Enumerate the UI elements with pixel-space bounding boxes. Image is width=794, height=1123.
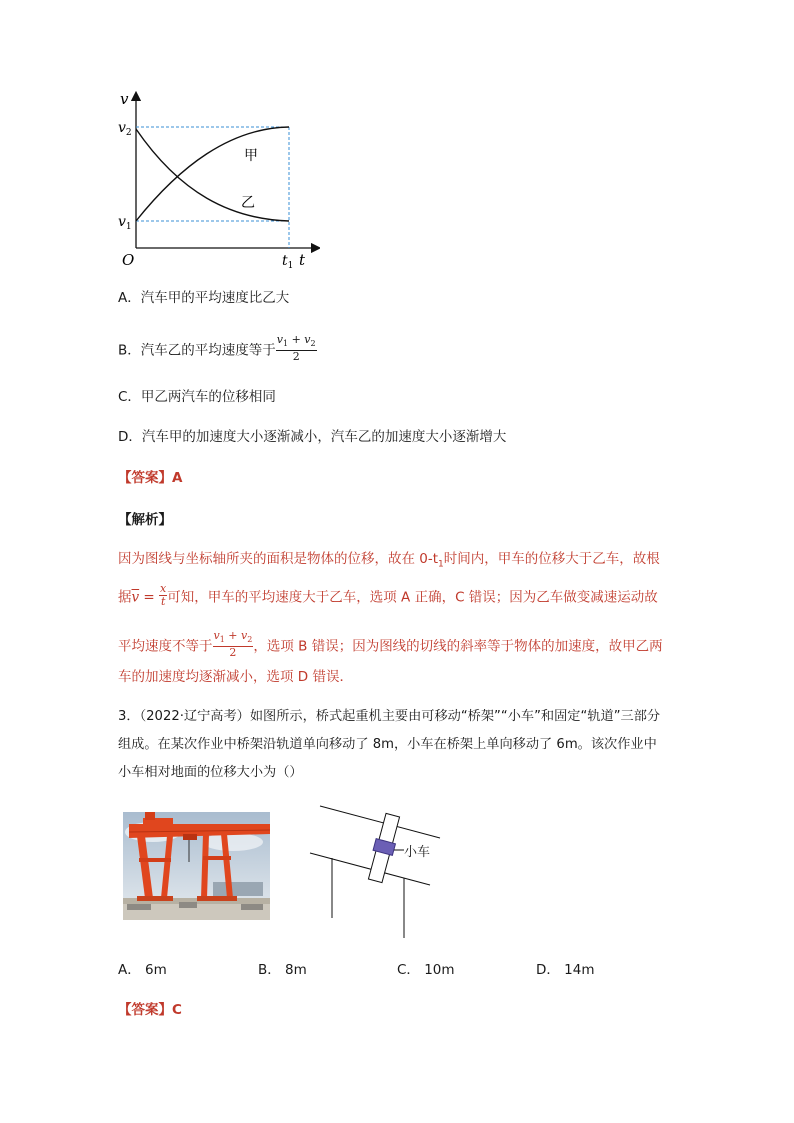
q2-answer: 【答案】A xyxy=(118,470,183,486)
q3-answer: 【答案】C xyxy=(118,1002,182,1018)
q2-analysis-line-2: 据$\overline{v}$ = $\frac{x}{t}$ 可知，甲车的平均速度大于乙车，选项 A 正确，C 错误；因为乙车做变减速运动故 xyxy=(118,582,658,608)
q2-option-c: C．甲乙两汽车的位移相同 xyxy=(118,389,276,405)
q3-stem-line-1: 3．（2022·辽宁高考）如图所示，桥式起重机主要由可移动“桥架”“小车”和固定“轨道”三部分 xyxy=(118,709,661,724)
origin-label: O xyxy=(122,251,135,269)
q2-analysis-line-4: 车的加速度均逐渐减小，选项 D 错误． xyxy=(118,669,353,685)
q2-option-a: A．汽车甲的平均速度比乙大 xyxy=(118,290,290,306)
q3-option-c: C． 10m xyxy=(397,962,455,978)
jia-label: 甲 xyxy=(244,148,258,164)
crane-diagram-svg xyxy=(300,798,450,940)
v-axis-label: v xyxy=(120,90,129,108)
q3-option-b: B． 8m xyxy=(258,962,307,978)
q2-option-b-fraction: $\frac{v_1 + v_2}{2}$ xyxy=(276,333,316,364)
q3-stem-line-2: 组成。在某次作业中桥架沿轨道单向移动了 8m，小车在桥架上单向移动了 6m。该次作业中 xyxy=(118,737,657,752)
bridge-top-edge xyxy=(320,806,440,838)
curve-yi xyxy=(136,129,289,221)
v2-label: $v_2$ xyxy=(118,120,132,138)
yi-label: 乙 xyxy=(241,195,255,211)
q2-option-b-text: B．汽车乙的平均速度等于 xyxy=(118,342,276,359)
trolley-label: 小车 xyxy=(404,845,431,860)
crane-photo-svg xyxy=(123,812,270,920)
t-axis-label: t xyxy=(299,251,306,269)
v1-label: $v_1$ xyxy=(118,214,132,232)
q2-analysis-line-3: 平均速度不等于 $\frac{v_1 + v_2}{2}$ ，选项 B 错误；因为图线的切线的斜率等于物体的加速度，故甲乙两 xyxy=(118,629,663,660)
q2-option-d: D．汽车甲的加速度大小逐渐减小，汽车乙的加速度大小逐渐增大 xyxy=(118,429,507,445)
q3-option-a: A． 6m xyxy=(118,962,167,978)
q3-option-d: D． 14m xyxy=(536,962,595,978)
q2-analysis-line-1: 因为图线与坐标轴所夹的面积是物体的位移，故在 $0-t_1$时间内，甲车的位移大于乙车，故根 xyxy=(118,551,660,570)
q2-option-b xyxy=(118,333,317,365)
crane-diagram xyxy=(300,798,450,940)
q3-stem-line-3: 小车相对地面的位移大小为（） xyxy=(118,765,303,780)
t1-label: $t_1$ xyxy=(282,253,294,271)
vt-graph xyxy=(110,88,320,273)
crane-photo xyxy=(123,812,270,920)
q2-analysis-label: 【解析】 xyxy=(118,512,172,528)
vt-graph-svg xyxy=(110,88,320,273)
curve-jia xyxy=(136,127,289,221)
